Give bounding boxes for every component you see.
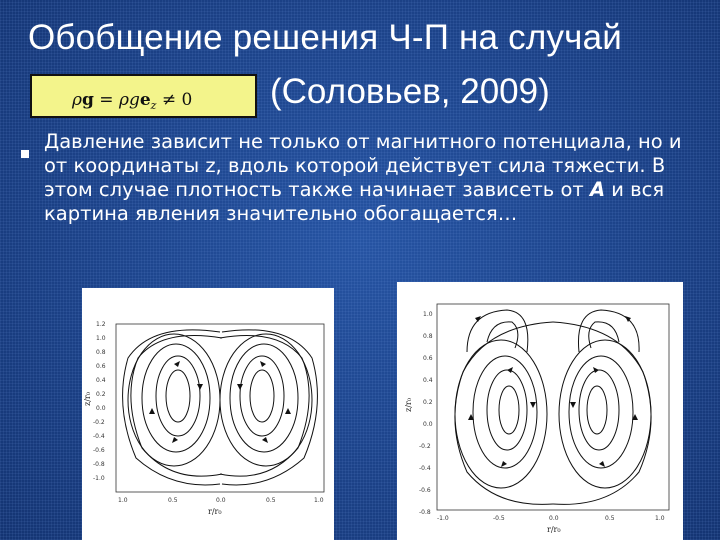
right-ytick: 0.6 bbox=[423, 355, 433, 362]
left-xtick: 0.5 bbox=[266, 497, 276, 504]
contour-plot-left-svg bbox=[82, 288, 334, 540]
left-ytick: -0.8 bbox=[93, 461, 105, 468]
left-yticks bbox=[93, 321, 106, 482]
right-xtick: -0.5 bbox=[493, 515, 505, 522]
bullet-text-part1: Давление зависит не только от магнитного потенциала, но и от координаты z, вдоль которой действует сила тяжести. В этом случае плотность также начинает зависеть от bbox=[44, 130, 682, 201]
right-xtick: 1.0 bbox=[655, 515, 665, 522]
right-ytick: 0.0 bbox=[423, 421, 433, 428]
right-ytick: 1.0 bbox=[423, 311, 433, 318]
left-ytick: 0.0 bbox=[96, 405, 106, 412]
formula-graphic bbox=[32, 76, 259, 120]
left-xlabel: r/r₀ bbox=[208, 507, 222, 516]
right-ytick: -0.4 bbox=[419, 465, 431, 472]
left-ylabel: z/r₀ bbox=[83, 392, 92, 406]
bullet-marker bbox=[21, 150, 29, 158]
slide-title-line1: Обобщение решения Ч-П на случай bbox=[28, 18, 623, 57]
left-ytick: 1.2 bbox=[96, 321, 106, 328]
slide-title-line2: (Соловьев, 2009) bbox=[270, 72, 550, 111]
left-ytick: 0.6 bbox=[96, 363, 106, 370]
right-ytick: -0.2 bbox=[419, 443, 431, 450]
right-xtick: 0.0 bbox=[549, 515, 559, 522]
left-ytick: 0.2 bbox=[96, 391, 106, 398]
right-xticks bbox=[437, 515, 665, 522]
left-contours bbox=[123, 330, 318, 485]
left-ytick: -0.2 bbox=[93, 419, 105, 426]
bullet-text bbox=[44, 130, 709, 226]
left-ytick: -1.0 bbox=[93, 475, 105, 482]
right-ylabel: z/r₀ bbox=[404, 398, 413, 412]
right-ytick: 0.4 bbox=[423, 377, 433, 384]
right-ytick: -0.8 bbox=[419, 509, 431, 516]
left-xtick: 0.5 bbox=[168, 497, 178, 504]
contour-plot-right-svg bbox=[397, 282, 683, 540]
right-xtick: -1.0 bbox=[437, 515, 449, 522]
left-xtick: 0.0 bbox=[216, 497, 226, 504]
right-ytick: 0.2 bbox=[423, 399, 433, 406]
right-contours bbox=[455, 310, 651, 504]
left-xticks bbox=[118, 497, 324, 504]
left-xtick: 1.0 bbox=[314, 497, 324, 504]
left-xtick: 1.0 bbox=[118, 497, 128, 504]
right-xtick: 0.5 bbox=[605, 515, 615, 522]
left-ytick: 0.4 bbox=[96, 377, 106, 384]
right-ytick: -0.6 bbox=[419, 487, 431, 494]
left-ytick: 1.0 bbox=[96, 335, 106, 342]
contour-plot-left bbox=[82, 288, 334, 540]
right-yticks bbox=[419, 311, 433, 516]
left-ytick: 0.8 bbox=[96, 349, 106, 356]
bullet-variable-a: A bbox=[589, 178, 606, 201]
contour-plot-right bbox=[397, 282, 683, 540]
right-ytick: 0.8 bbox=[423, 333, 433, 340]
formula-box bbox=[30, 74, 257, 118]
bullet-text-part2: и вся картина явления значительно обогащается… bbox=[44, 178, 665, 225]
left-ytick: -0.4 bbox=[93, 433, 105, 440]
svg-text:ρg = ρgez ≠ 0: ρg = ρge$_z$ ≠ 0 bbox=[72, 90, 193, 112]
left-ytick: -0.6 bbox=[93, 447, 105, 454]
right-xlabel: r/r₀ bbox=[547, 525, 561, 534]
